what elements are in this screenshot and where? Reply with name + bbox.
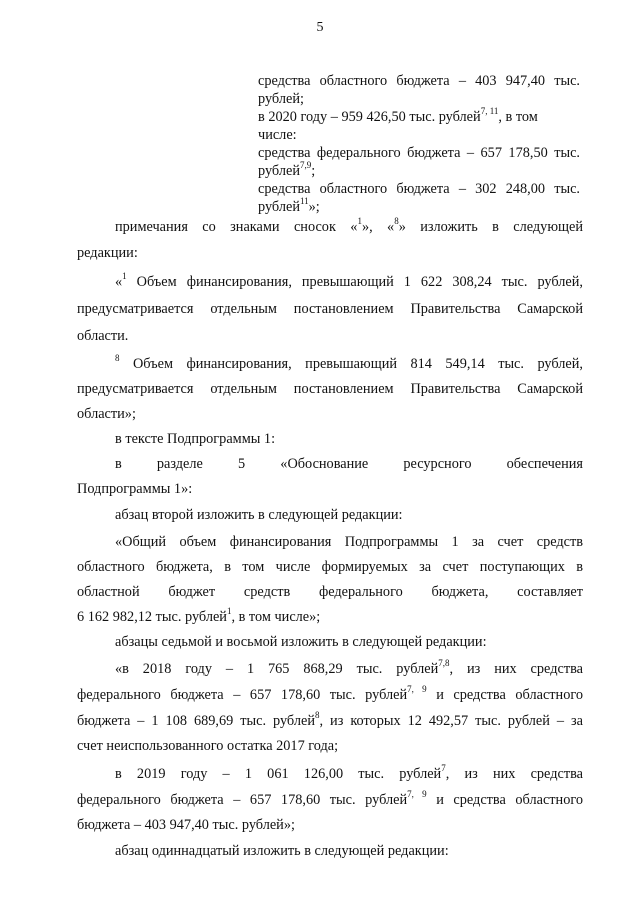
paragraph-line: областного бюджета, в том числе формируемых за счет поступающих в — [77, 559, 583, 575]
paragraph-line: «в 2018 году – 1 765 868,29 тыс. рублей$^{7,8}$, из них средства — [115, 658, 583, 677]
budget-line: средства областного бюджета – 403 947,40 тыс. — [258, 73, 580, 89]
footnote-ref: 7,9 — [299, 160, 312, 171]
paragraph-line: в 2019 году – 1 061 126,00 тыс. рублей$^7$, из них средства — [115, 763, 583, 782]
paragraph-line: абзац одиннадцатый изложить в следующей редакции: — [115, 843, 449, 859]
paragraph-line: бюджета – 403 947,40 тыс. рублей»; — [77, 817, 295, 833]
footnote-ref: 7, 9 — [407, 789, 427, 800]
budget-line: числе: — [258, 127, 297, 143]
budget-line: рублей$^{11}$»; — [258, 196, 320, 215]
paragraph-line: федерального бюджета – 657 178,60 тыс. рублей$^{7, 9}$ и средства областного — [77, 684, 583, 703]
footnote-ref: 8 — [115, 353, 120, 364]
paragraph-line: редакции: — [77, 245, 138, 261]
paragraph-line: бюджета – 1 108 689,69 тыс. рублей$^8$, из которых 12 492,57 тыс. рублей – за — [77, 710, 583, 729]
footnote-ref: 7 — [441, 763, 446, 774]
footnote-ref: 1 — [122, 271, 127, 282]
paragraph-line: счет неиспользованного остатка 2017 года; — [77, 738, 339, 754]
budget-line: средства областного бюджета – 302 248,00 тыс. — [258, 181, 580, 197]
paragraph-line: $^8$ Объем финансирования, превышающий 814 549,14 тыс. рублей, — [115, 353, 583, 372]
footnote-ref: 11 — [299, 196, 309, 207]
paragraph-line: абзацы седьмой и восьмой изложить в следующей редакции: — [115, 634, 487, 650]
paragraph-line: области. — [77, 328, 129, 344]
paragraph-line: 6 162 982,12 тыс. рублей$^1$, в том числе»; — [77, 606, 321, 625]
paragraph-line: абзац второй изложить в следующей редакции: — [115, 507, 403, 523]
paragraph-line: в разделе 5 «Обоснование ресурсного обеспечения — [115, 456, 583, 472]
footnote-ref: 7,8 — [438, 658, 450, 669]
paragraph-line: областной бюджет средств федерального бюджета, составляет — [77, 584, 583, 600]
paragraph-line: «Общий объем финансирования Подпрограммы 1 за счет средств — [115, 534, 583, 550]
paragraph-line: Подпрограммы 1»: — [77, 481, 193, 497]
paragraph-line: в тексте Подпрограммы 1: — [115, 431, 276, 447]
footnote-ref: 1 — [357, 216, 362, 227]
paragraph-line: федерального бюджета – 657 178,60 тыс. рублей$^{7, 9}$ и средства областного — [77, 789, 583, 808]
budget-line: рублей; — [258, 91, 304, 107]
footnote-ref: 7, 11 — [480, 106, 499, 117]
paragraph-line: предусматривается отдельным постановлением Правительства Самарской — [77, 301, 583, 317]
budget-line: средства федерального бюджета – 657 178,50 тыс. — [258, 145, 580, 161]
footnote-ref: 8 — [314, 710, 320, 721]
footnote-ref: 1 — [226, 606, 232, 617]
footnote-ref: 8 — [394, 216, 399, 227]
paragraph-line: примечания со знаками сносок «$^1$», «$^8$» изложить в следующей — [115, 216, 584, 235]
budget-line: рублей$^{7,9}$; — [258, 160, 316, 179]
paragraph-line: «$^1$ Объем финансирования, превышающий 1 622 308,24 тыс. рублей, — [115, 271, 583, 290]
page-number: 5 — [316, 20, 324, 35]
paragraph-line: предусматривается отдельным постановлением Правительства Самарской — [77, 381, 583, 397]
footnote-ref: 7, 9 — [407, 684, 427, 695]
budget-line: в 2020 году – 959 426,50 тыс. рублей$^{7, 11}$, в том — [258, 106, 538, 125]
paragraph-line: области»; — [77, 406, 136, 422]
